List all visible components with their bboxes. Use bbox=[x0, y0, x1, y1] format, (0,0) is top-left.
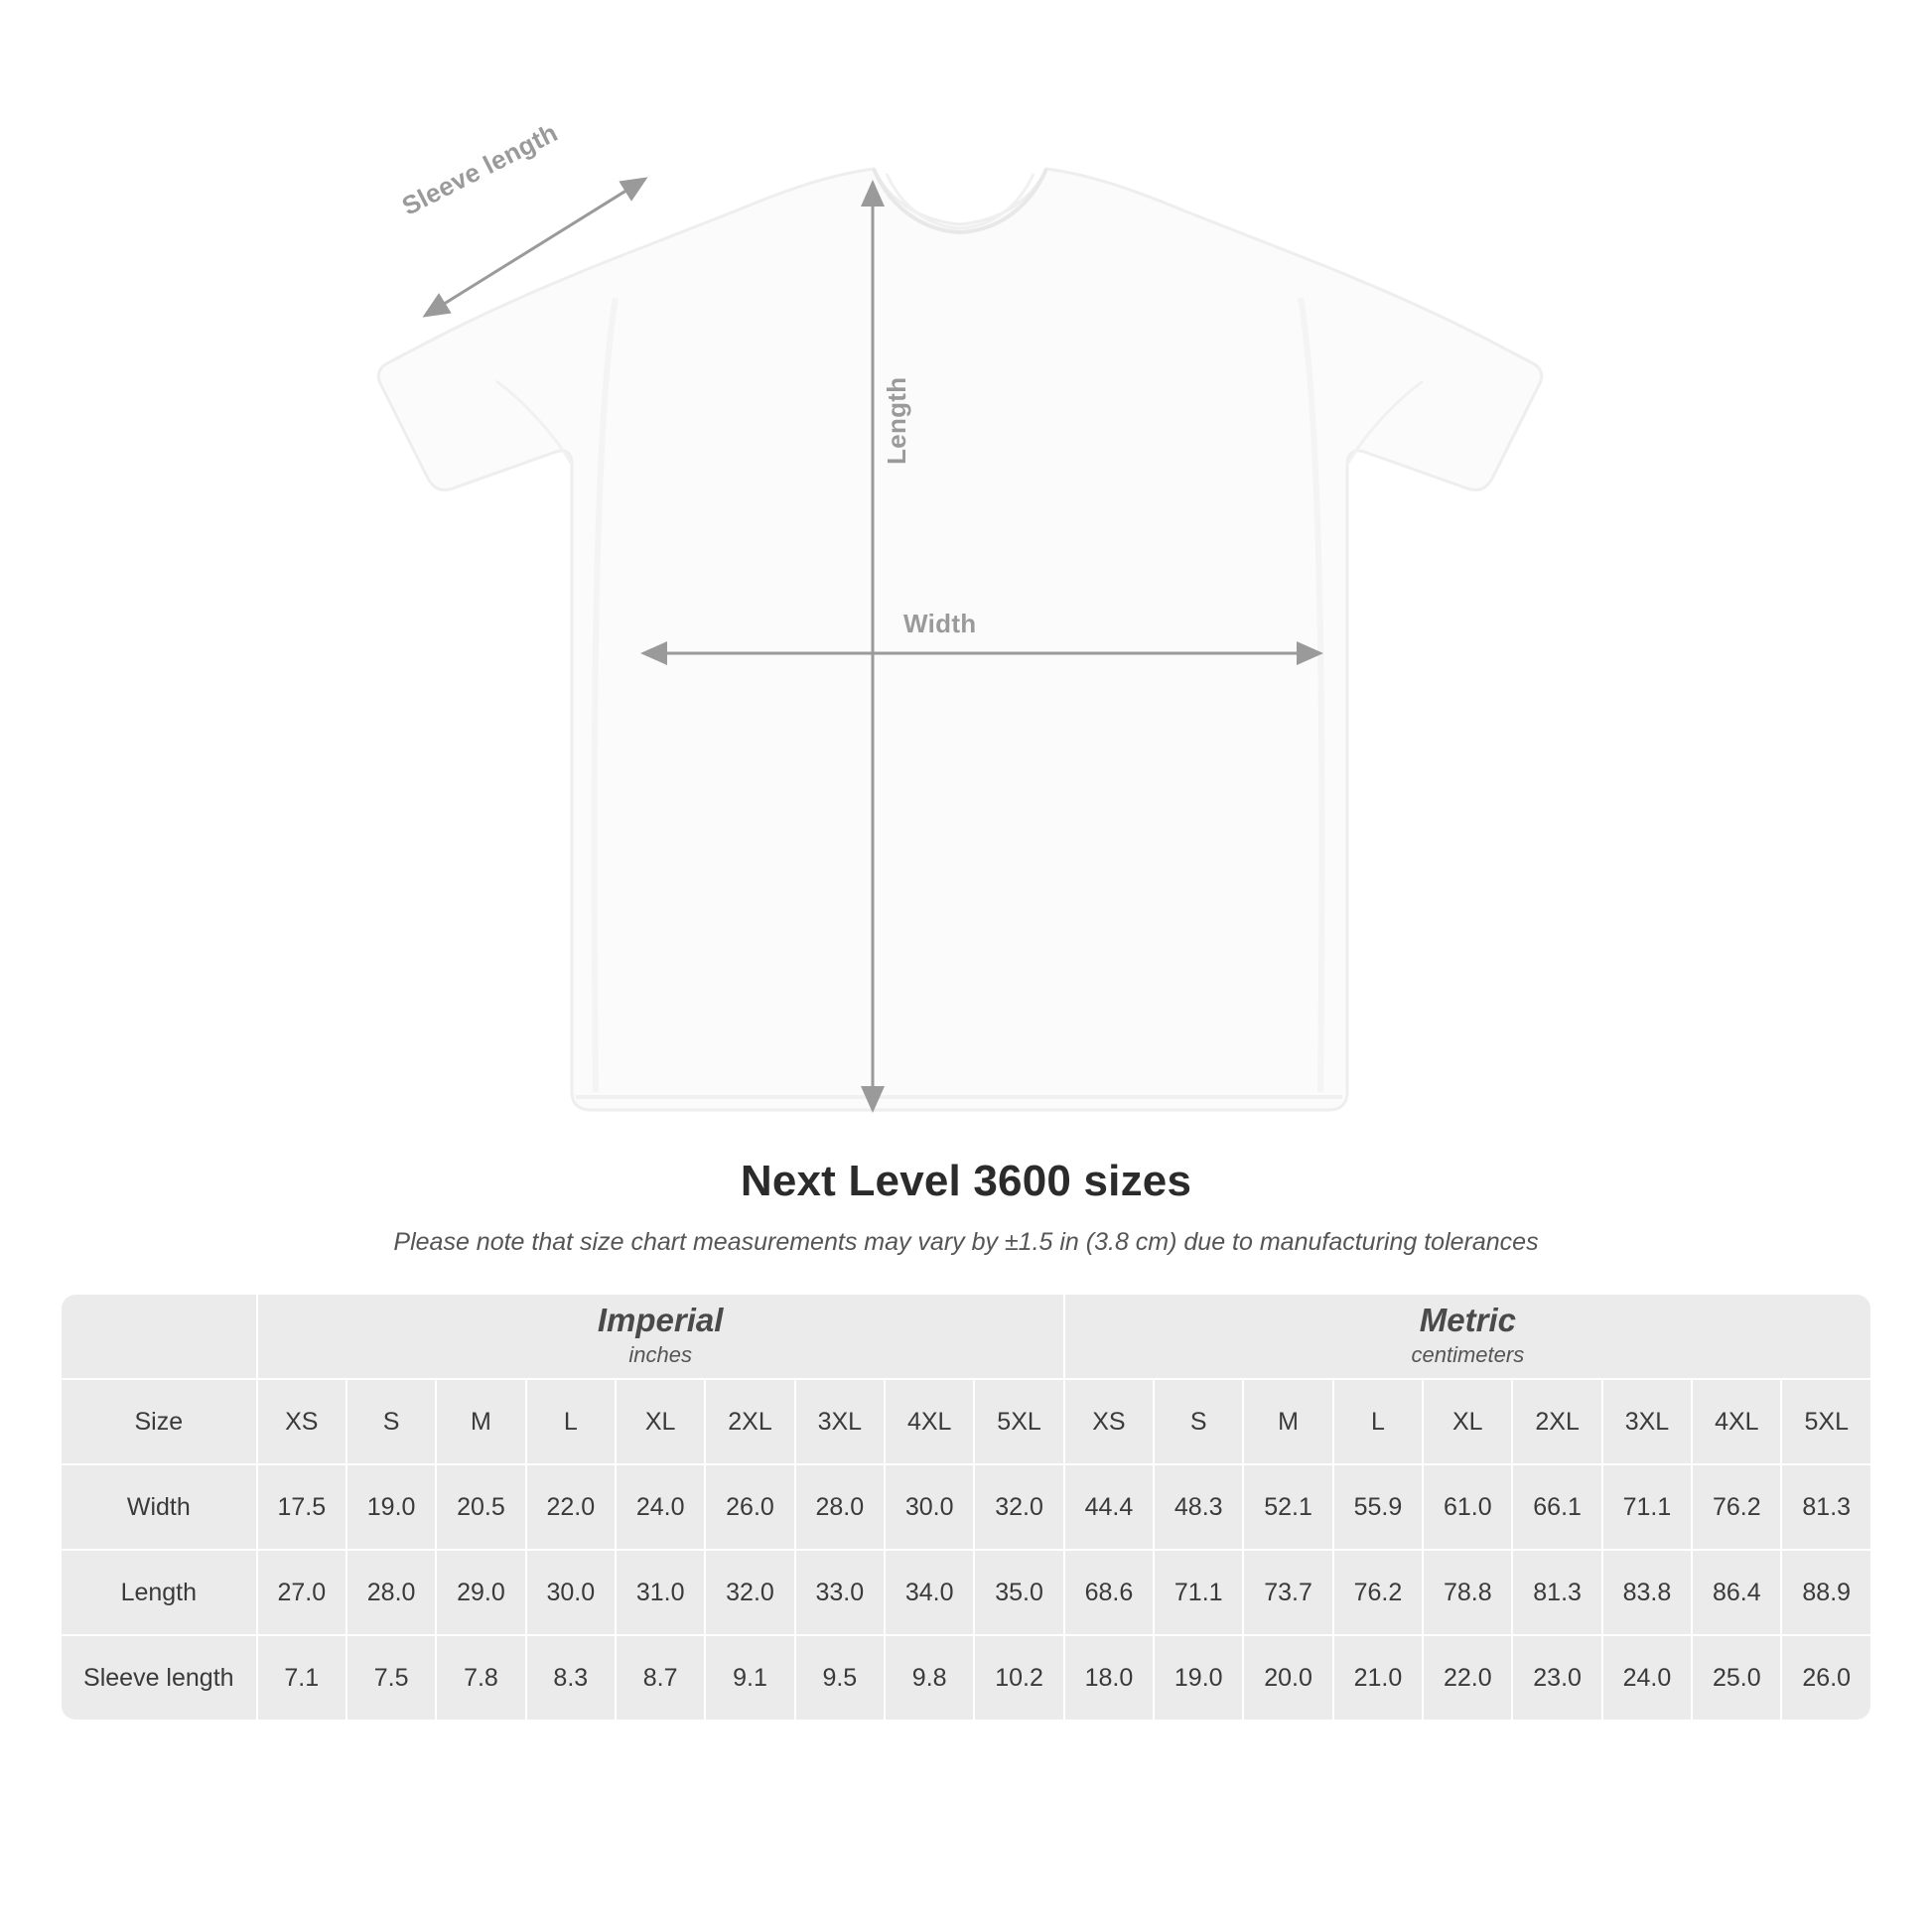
table-row bbox=[62, 1636, 1870, 1720]
size-header-metric-m: M bbox=[1244, 1380, 1331, 1463]
size-header-imperial-2xl: 2XL bbox=[706, 1380, 793, 1463]
size-header-imperial-xl: XL bbox=[617, 1380, 704, 1463]
cell-length-imperial-s: 28.0 bbox=[347, 1551, 435, 1634]
cell-length-metric-l: 76.2 bbox=[1334, 1551, 1422, 1634]
size-header-metric-4xl: 4XL bbox=[1693, 1380, 1780, 1463]
cell-width-imperial-2xl: 26.0 bbox=[706, 1465, 793, 1549]
cell-sleeve-metric-3xl: 24.0 bbox=[1603, 1636, 1691, 1720]
unit-group-metric-name: Metric bbox=[1419, 1301, 1516, 1338]
cell-width-metric-3xl: 71.1 bbox=[1603, 1465, 1691, 1549]
size-header-imperial-l: L bbox=[527, 1380, 615, 1463]
cell-sleeve-metric-m: 20.0 bbox=[1244, 1636, 1331, 1720]
cell-length-imperial-2xl: 32.0 bbox=[706, 1551, 793, 1634]
unit-group-imperial-name: Imperial bbox=[597, 1301, 724, 1338]
cell-sleeve-imperial-xl: 8.7 bbox=[617, 1636, 704, 1720]
cell-sleeve-imperial-2xl: 9.1 bbox=[706, 1636, 793, 1720]
page-title: Next Level 3600 sizes bbox=[740, 1157, 1192, 1205]
row-label-length: Length bbox=[62, 1551, 256, 1634]
length-label: Length bbox=[882, 376, 911, 465]
table-size-header-row bbox=[62, 1380, 1870, 1463]
size-header-metric-xs: XS bbox=[1065, 1380, 1153, 1463]
cell-width-imperial-xs: 17.5 bbox=[258, 1465, 345, 1549]
cell-sleeve-metric-s: 19.0 bbox=[1155, 1636, 1242, 1720]
cell-width-imperial-s: 19.0 bbox=[347, 1465, 435, 1549]
cell-length-metric-m: 73.7 bbox=[1244, 1551, 1331, 1634]
size-header-metric-s: S bbox=[1155, 1380, 1242, 1463]
size-header-imperial-xs: XS bbox=[258, 1380, 345, 1463]
cell-sleeve-metric-l: 21.0 bbox=[1334, 1636, 1422, 1720]
sleeve-length-label: Sleeve length bbox=[397, 117, 563, 221]
cell-width-metric-l: 55.9 bbox=[1334, 1465, 1422, 1549]
cell-length-metric-5xl: 88.9 bbox=[1782, 1551, 1870, 1634]
cell-width-metric-xs: 44.4 bbox=[1065, 1465, 1153, 1549]
unit-group-imperial-sub: inches bbox=[628, 1342, 692, 1368]
unit-group-imperial bbox=[258, 1295, 1063, 1378]
cell-width-imperial-l: 22.0 bbox=[527, 1465, 615, 1549]
cell-length-imperial-l: 30.0 bbox=[527, 1551, 615, 1634]
cell-sleeve-imperial-4xl: 9.8 bbox=[886, 1636, 973, 1720]
cell-sleeve-metric-4xl: 25.0 bbox=[1693, 1636, 1780, 1720]
cell-width-imperial-xl: 24.0 bbox=[617, 1465, 704, 1549]
size-header-metric-2xl: 2XL bbox=[1513, 1380, 1600, 1463]
size-table-wrapper bbox=[60, 1293, 1872, 1722]
row-label-width: Width bbox=[62, 1465, 256, 1549]
cell-width-metric-4xl: 76.2 bbox=[1693, 1465, 1780, 1549]
cell-sleeve-imperial-5xl: 10.2 bbox=[975, 1636, 1062, 1720]
cell-width-metric-5xl: 81.3 bbox=[1782, 1465, 1870, 1549]
table-row bbox=[62, 1551, 1870, 1634]
cell-length-metric-s: 71.1 bbox=[1155, 1551, 1242, 1634]
size-header-metric-3xl: 3XL bbox=[1603, 1380, 1691, 1463]
cell-sleeve-metric-xs: 18.0 bbox=[1065, 1636, 1153, 1720]
cell-length-metric-4xl: 86.4 bbox=[1693, 1551, 1780, 1634]
cell-length-metric-2xl: 81.3 bbox=[1513, 1551, 1600, 1634]
cell-width-metric-s: 48.3 bbox=[1155, 1465, 1242, 1549]
table-unit-header-row bbox=[62, 1295, 1870, 1378]
cell-length-imperial-m: 29.0 bbox=[437, 1551, 524, 1634]
size-header-metric-l: L bbox=[1334, 1380, 1422, 1463]
cell-width-imperial-4xl: 30.0 bbox=[886, 1465, 973, 1549]
cell-width-metric-m: 52.1 bbox=[1244, 1465, 1331, 1549]
cell-length-metric-xl: 78.8 bbox=[1424, 1551, 1511, 1634]
cell-length-imperial-4xl: 34.0 bbox=[886, 1551, 973, 1634]
size-header-metric-xl: XL bbox=[1424, 1380, 1511, 1463]
size-header-imperial-3xl: 3XL bbox=[796, 1380, 884, 1463]
width-label: Width bbox=[903, 609, 977, 638]
cell-sleeve-imperial-l: 8.3 bbox=[527, 1636, 615, 1720]
size-header-imperial-4xl: 4XL bbox=[886, 1380, 973, 1463]
cell-sleeve-metric-5xl: 26.0 bbox=[1782, 1636, 1870, 1720]
size-table bbox=[60, 1293, 1872, 1722]
cell-sleeve-imperial-m: 7.8 bbox=[437, 1636, 524, 1720]
size-header-metric-5xl: 5XL bbox=[1782, 1380, 1870, 1463]
size-header-imperial-s: S bbox=[347, 1380, 435, 1463]
cell-length-imperial-xs: 27.0 bbox=[258, 1551, 345, 1634]
table-corner-cell bbox=[62, 1295, 256, 1378]
cell-length-imperial-3xl: 33.0 bbox=[796, 1551, 884, 1634]
table-row bbox=[62, 1465, 1870, 1549]
cell-width-imperial-m: 20.5 bbox=[437, 1465, 524, 1549]
cell-sleeve-metric-2xl: 23.0 bbox=[1513, 1636, 1600, 1720]
cell-length-metric-3xl: 83.8 bbox=[1603, 1551, 1691, 1634]
cell-sleeve-metric-xl: 22.0 bbox=[1424, 1636, 1511, 1720]
size-row-label: Size bbox=[62, 1380, 256, 1463]
cell-sleeve-imperial-s: 7.5 bbox=[347, 1636, 435, 1720]
cell-width-imperial-5xl: 32.0 bbox=[975, 1465, 1062, 1549]
tshirt-shape bbox=[378, 169, 1542, 1110]
cell-length-metric-xs: 68.6 bbox=[1065, 1551, 1153, 1634]
cell-width-imperial-3xl: 28.0 bbox=[796, 1465, 884, 1549]
cell-length-imperial-5xl: 35.0 bbox=[975, 1551, 1062, 1634]
size-header-imperial-5xl: 5XL bbox=[975, 1380, 1062, 1463]
unit-group-metric bbox=[1065, 1295, 1870, 1378]
cell-length-imperial-xl: 31.0 bbox=[617, 1551, 704, 1634]
cell-width-metric-2xl: 66.1 bbox=[1513, 1465, 1600, 1549]
tolerance-note: Please note that size chart measurements may vary by ±1.5 in (3.8 cm) due to manufacturing tolerances bbox=[393, 1228, 1539, 1256]
cell-sleeve-imperial-3xl: 9.5 bbox=[796, 1636, 884, 1720]
row-label-sleeve-length: Sleeve length bbox=[62, 1636, 256, 1720]
cell-sleeve-imperial-xs: 7.1 bbox=[258, 1636, 345, 1720]
cell-width-metric-xl: 61.0 bbox=[1424, 1465, 1511, 1549]
size-header-imperial-m: M bbox=[437, 1380, 524, 1463]
unit-group-metric-sub: centimeters bbox=[1411, 1342, 1525, 1368]
